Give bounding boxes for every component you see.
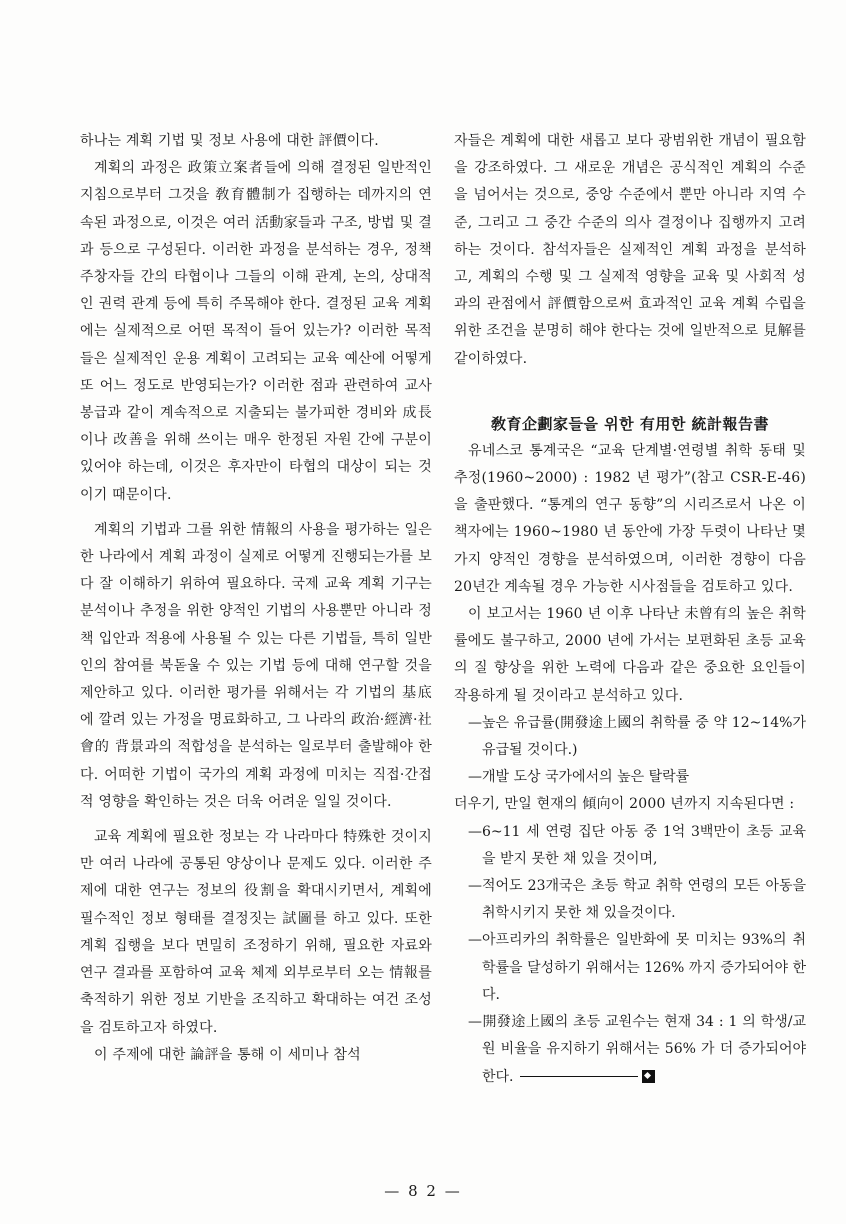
right-column — [454, 128, 806, 1091]
list-item: —개발 도상 국가에서의 높은 탈락률 — [468, 769, 690, 786]
left-paragraph-0: 하나는 계획 기법 및 정보 사용에 대한 評價이다. — [80, 133, 379, 149]
left-paragraph-1: 계획의 과정은 政策立案者들에 의해 결정된 일반적인 지침으로부터 그것을 敎育體制가 집행하는 데까지의 연속된 과정으로, 이것은 여러 活動家들과 구조, 방법 및 결과 등으로 구성된다. 이러한 과정을 분석하는 경우, 정책 주창자들 간의 타협이나 그들의 이해 관계, 논의, 상대적인 권력 관계 등에 특히 주목해야 한다. 결정된 교육 계획에는 실제적으로 어떤 목적이 들어 있는가? 이러한 목적들은 실제적인 운용 계획이 고려되는 교육 예산에 어떻게 또 어느 정도로 반영되는가? 이러한 점과 관련하여 교사 봉급과 같이 계속적으로 지출되는 불가피한 경비와 成長이나 改善을 위해 쓰이는 매우 한정된 자원 간에 구분이 있어야 하는데, 이것은 후자만이 타협의 대상이 되는 것이기 때문이다. — [80, 160, 432, 503]
list-item: —적어도 23개국은 초등 학교 취학 연령의 모든 아동을 취학시키지 못한 채 있을것이다. — [468, 878, 806, 922]
right-paragraph-1: 유네스코 통계국은 “교육 단계별·연령별 취학 동태 및 추정(1960~2000) : 1982 년 평가”(참고 CSR-E-46)을 출판했다. “통계의 연구 동향”의 시리즈로서 나온 이 책자에는 1960~1980 년 동안에 가장 두렷이 나타난 몇 가지 양적인 경향을 분석하였으며, 이러한 경향이 다음 20년간 계속될 경우 가능한 시사점들을 검토하고 있다. — [454, 442, 806, 595]
list-item: —아프리카의 취학률은 일반화에 못 미치는 93%의 취학률을 달성하기 위해서는 126% 까지 증가되어야 한다. — [468, 932, 806, 1003]
list-item: —6~11 세 연령 집단 아동 중 1억 3백만이 초등 교육을 받지 못한 채 있을 것이며, — [468, 823, 806, 867]
end-rule — [520, 1076, 638, 1077]
left-paragraph-4: 이 주제에 대한 論評을 통해 이 세미나 참석 — [94, 1046, 361, 1063]
section-title: 敎育企劃家들을 위한 有用한 統計報告書 — [490, 414, 770, 433]
right-paragraph-continued: 자들은 계획에 대한 새롭고 보다 광범위한 개념이 필요함을 강조하였다. 그 새로운 개념은 공식적인 계획의 수준을 넘어서는 것으로, 중앙 수준에서 뿐만 아니라 지역 수준, 그리고 그 중간 수준의 의사 결정이나 집행까지 고려하는 것이다. 참석자들은 실제적인 계획 과정을 분석하고, 계획의 수행 및 그 실제적 영향을 교육 및 사회적 성과의 관점에서 評價함으로써 효과적인 교육 계획 수립을 위한 조건을 분명히 해야 한다는 것에 일반적으로 見解를 같이하였다. — [454, 133, 806, 367]
right-paragraph-3: 더우기, 만일 현재의 傾向이 2000 년까지 지속된다면 : — [454, 796, 795, 813]
right-paragraph-2: 이 보고서는 1960 년 이후 나타난 未曾有의 높은 취학률에도 불구하고, 2000 년에 가서는 보편화된 초등 교육의 질 향상을 위한 노력에 다음과 같은 중요한 요인들이 작용하게 될 것이라고 분석하고 있다. — [454, 606, 806, 704]
page-number: — 8 2 — — [384, 1182, 462, 1200]
list-item: —높은 유급률(開發途上國의 취학률 중 약 12~14%가 유급될 것이다.) — [468, 714, 806, 759]
left-paragraph-2: 계획의 기법과 그를 위한 情報의 사용을 평가하는 일은 한 나라에서 계획 과정이 실제로 어떻게 진행되는가를 보다 잘 이해하기 위하여 필요하다. 국제 교육 계획 기구는 분석이나 추정을 위한 양적인 기법의 사용뿐만 아니라 정책 입안과 적용에 사용될 수 있는 다른 기법들, 특히 일반인의 참여를 북돋울 수 있는 기법 등에 대해 연구할 것을 제안하고 있다. 이러한 평가를 위해서는 각 기법의 基底에 깔려 있는 가정을 명료화하고, 그 나라의 政治·經濟·社會的 背景과의 적합성을 분석하는 일로부터 출발해야 한다. 어떠한 기법이 국가의 계획 과정에 미치는 직접·간접적 영향을 확인하는 것은 더욱 어려운 일일 것이다. — [80, 521, 432, 810]
end-mark-icon — [642, 1070, 655, 1083]
left-paragraph-3: 교육 계획에 필요한 정보는 각 나라마다 特殊한 것이지만 여러 나라에 공통된 양상이나 문제도 있다. 이러한 주제에 대한 연구는 정보의 役割을 확대시키면서, 계획에 필수적인 정보 형태를 결정짓는 試圖를 하고 있다. 또한 계획 집행을 보다 면밀히 조정하기 위해, 필요한 자료와 연구 결과를 포함하여 교육 체제 외부로부터 오는 情報를 축적하기 위한 정보 기반을 조직하고 확대하는 여건 조성을 검토하고자 하였다. — [80, 829, 432, 1036]
left-column — [80, 128, 432, 1069]
list-item-last — [454, 1009, 806, 1091]
list-item-last-text: —開發途上國의 초등 교원수는 현재 34 : 1 의 학생/교원 비율을 유지하기 위해서는 56% 가 더 증가되어야 한다. — [468, 1014, 806, 1085]
